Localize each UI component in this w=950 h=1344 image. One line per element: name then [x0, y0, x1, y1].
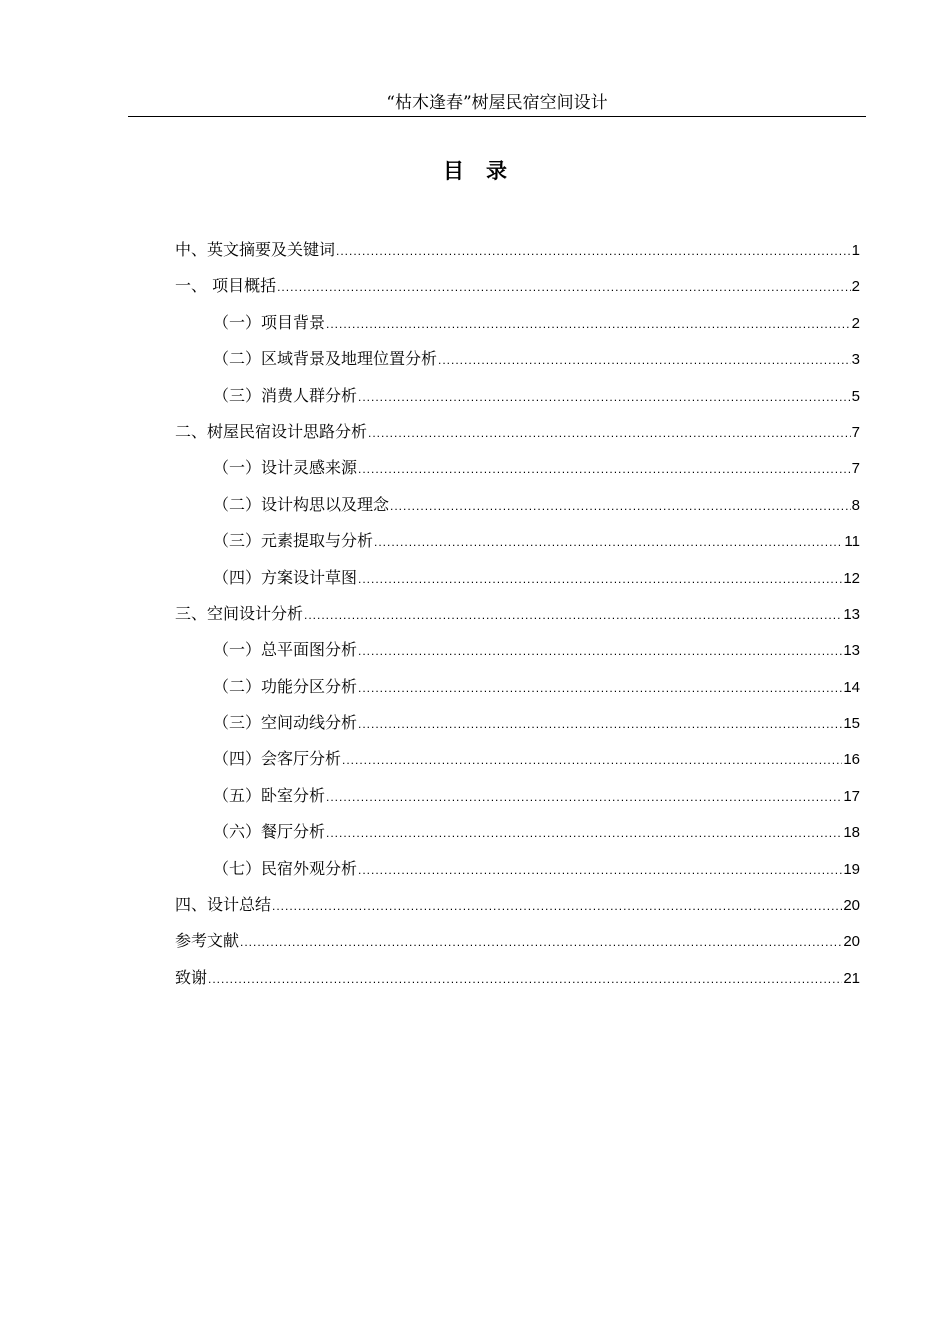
toc-dot-leader	[390, 492, 851, 520]
toc-entry-page-number: 13	[843, 605, 860, 623]
toc-entry-label: 中、英文摘要及关键词	[175, 240, 336, 259]
toc-entry-page-number: 15	[843, 715, 860, 733]
toc-dot-leader	[342, 746, 842, 774]
toc-entry[interactable]	[175, 236, 860, 272]
toc-entry-label: （五）卧室分析	[213, 785, 326, 805]
toc-dot-leader	[358, 565, 842, 593]
toc-dot-leader	[368, 419, 851, 447]
toc-entry-page-number: 16	[843, 751, 860, 769]
toc-dot-leader	[304, 601, 842, 629]
toc-entry-label: （四）会客厅分析	[213, 749, 342, 769]
toc-entry-page-number: 1	[851, 242, 860, 259]
toc-entry[interactable]	[175, 782, 860, 818]
toc-dot-leader	[240, 928, 842, 956]
toc-entry[interactable]	[175, 673, 860, 709]
toc-title: 目录	[443, 158, 529, 183]
toc-entry[interactable]	[175, 309, 860, 345]
toc-dot-leader	[358, 674, 842, 702]
toc-dot-leader	[358, 455, 851, 483]
toc-entry-page-number: 2	[851, 278, 860, 296]
toc-entry-label: 二、树屋民宿设计思路分析	[175, 421, 368, 441]
toc-dot-leader	[358, 637, 842, 665]
toc-entry-page-number: 14	[843, 678, 860, 696]
toc-entry-page-number: 7	[851, 460, 860, 478]
toc-entry-label: （二）功能分区分析	[213, 676, 358, 696]
toc-entry[interactable]	[175, 709, 860, 745]
toc-entry[interactable]	[175, 745, 860, 781]
toc-dot-leader	[326, 310, 851, 338]
toc-dot-leader	[272, 892, 842, 920]
toc-dot-leader	[358, 710, 842, 738]
toc-dot-leader	[438, 346, 851, 374]
toc-entry[interactable]	[175, 382, 860, 418]
toc-entry-page-number: 20	[843, 933, 860, 951]
toc-entry[interactable]	[175, 818, 860, 854]
toc-dot-leader	[208, 965, 842, 993]
toc-entry-label: 三、空间设计分析	[175, 603, 304, 623]
toc-dot-leader	[326, 819, 842, 847]
toc-entry-page-number: 21	[843, 969, 860, 987]
toc-entry-label: 致谢	[175, 967, 208, 987]
toc-entry[interactable]	[175, 927, 860, 963]
toc-dot-leader	[358, 383, 851, 411]
toc-entry[interactable]	[175, 636, 860, 672]
toc-entry-page-number: 17	[843, 787, 860, 805]
toc-entry-page-number: 20	[843, 897, 860, 915]
toc-entry-label: （二）设计构思以及理念	[213, 494, 390, 514]
toc-entry-label: 一、 项目概括	[175, 276, 277, 296]
toc-entry-label: （一）项目背景	[213, 312, 326, 332]
toc-entry[interactable]	[175, 491, 860, 527]
toc-entry-label: （七）民宿外观分析	[213, 858, 358, 878]
toc-entry-label: （一）设计灵感来源	[213, 458, 358, 478]
toc-entry-label: （三）元素提取与分析	[213, 531, 374, 551]
toc-entry-label: （一）总平面图分析	[213, 640, 358, 660]
running-header	[128, 92, 866, 117]
toc-entry-page-number: 19	[843, 860, 860, 878]
table-of-contents	[175, 236, 860, 1000]
toc-entry-label: 四、设计总结	[175, 895, 272, 915]
toc-entry-page-number: 13	[843, 642, 860, 660]
toc-entry[interactable]	[175, 418, 860, 454]
toc-dot-leader	[326, 783, 842, 811]
toc-entry-label: （四）方案设计草图	[213, 567, 358, 587]
toc-dot-leader	[358, 856, 842, 884]
toc-entry-label: 参考文献	[175, 931, 240, 951]
toc-entry-label: （二）区域背景及地理位置分析	[213, 349, 438, 369]
toc-entry[interactable]	[175, 564, 860, 600]
toc-entry[interactable]	[175, 454, 860, 490]
toc-entry-page-number: 7	[851, 423, 860, 441]
toc-entry-page-number: 5	[851, 387, 860, 405]
toc-entry-page-number: 12	[843, 569, 860, 587]
toc-entry[interactable]	[175, 964, 860, 1000]
toc-entry-page-number: 8	[851, 496, 860, 514]
toc-entry-page-number: 18	[843, 824, 860, 842]
toc-entry-label: （三）消费人群分析	[213, 385, 358, 405]
toc-dot-leader	[374, 528, 843, 556]
toc-entry[interactable]	[175, 272, 860, 308]
toc-dot-leader	[277, 273, 851, 301]
toc-entry[interactable]	[175, 345, 860, 381]
toc-entry[interactable]	[175, 855, 860, 891]
toc-entry-label: （三）空间动线分析	[213, 713, 358, 733]
toc-dot-leader	[336, 237, 851, 265]
toc-entry[interactable]	[175, 527, 860, 563]
toc-entry-page-number: 11	[844, 533, 860, 551]
toc-entry-page-number: 3	[851, 351, 860, 369]
toc-entry[interactable]	[175, 891, 860, 927]
toc-entry-page-number: 2	[851, 314, 860, 332]
running-header-title: “枯木逢春”树屋民宿空间设计	[386, 93, 608, 113]
toc-entry[interactable]	[175, 600, 860, 636]
toc-entry-label: （六）餐厅分析	[213, 822, 326, 842]
